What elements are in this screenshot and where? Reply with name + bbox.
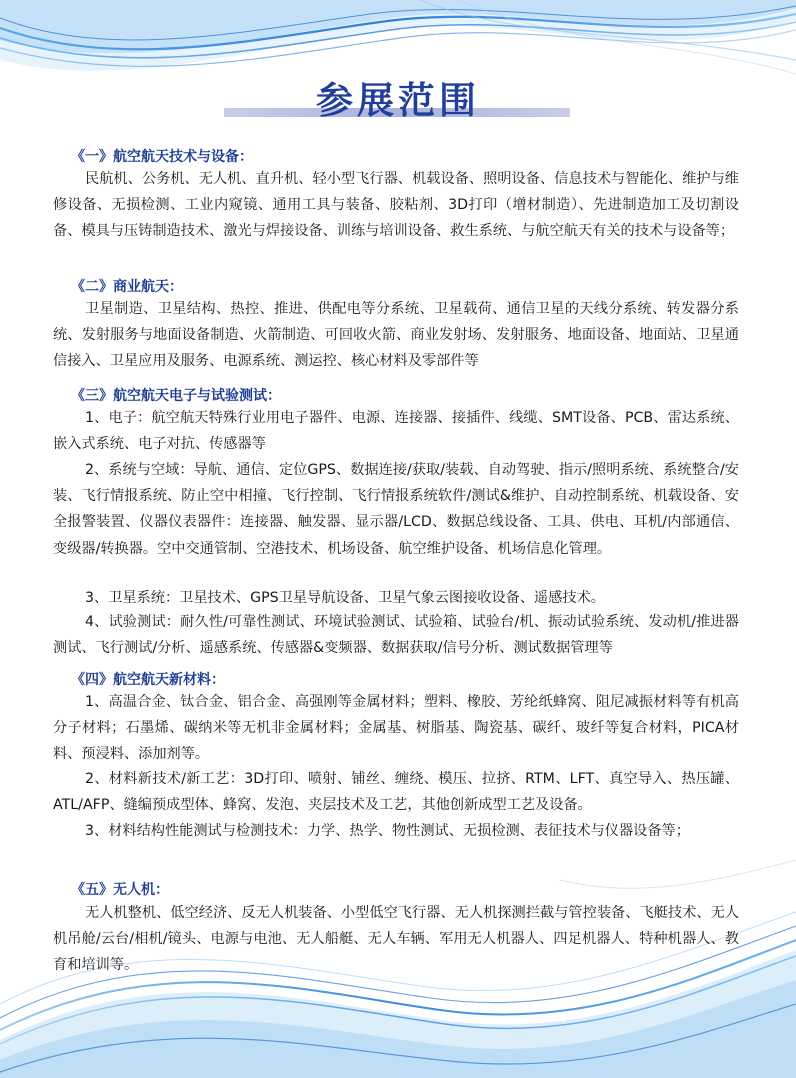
section-heading-electronics-testing: 《三》航空航天电子与试验测试：: [71, 388, 281, 404]
section-paragraph: 民航机、公务机、无人机、直升机、轻小型飞行器、机载设备、照明设备、信息技术与智能化、维护与维修设备、无损检测、工业内窥镜、通用工具与装备、胶粘剂、3D打印（增材制造）、先进制造加工及切割设备、模具与压铸制造技术、激光与焊接设备、训练与培训设备、救生系统、与航空航天有关的技术与设备等；: [53, 171, 739, 240]
section-heading-aerospace-equipment: 《一》航空航天技术与设备：: [71, 149, 253, 165]
section-paragraph: 1、高温合金、钛合金、铝合金、高强刚等金属材料；塑料、橡胶、芳纶纸蜂窝、阻尼减振材料等有机高分子材料；石墨烯、碳纳米等无机非金属材料；金属基、树脂基、陶瓷基、碳纤、玻纤等复合材料，PICA材料、预浸料、添加剂等。: [53, 694, 739, 763]
section-paragraph: 无人机整机、低空经济、反无人机装备、小型低空飞行器、无人机探测拦截与管控装备、飞艇技术、无人机吊舱/云台/相机/镜头、电源与电池、无人船艇、无人车辆、军用无人机器人、四足机器人、特种机器人、教育和培训等。: [53, 905, 739, 974]
section-paragraph: 1、电子：航空航天特殊行业用电子器件、电源、连接器、接插件、线缆、SMT设备、PCB、雷达系统、嵌入式系统、电子对抗、传感器等: [53, 410, 739, 453]
section-paragraph: 3、卫星系统：卫星技术、GPS卫星导航设备、卫星气象云图接收设备、遥感技术。: [85, 590, 605, 606]
page-title: 参展范围: [316, 79, 480, 122]
section-paragraph: 卫星制造、卫星结构、热控、推进、供配电等分系统、卫星载荷、通信卫星的天线分系统、转发器分系统、发射服务与地面设备制造、火箭制造、可回收火箭、商业发射场、发射服务、地面设备、地面站、卫星通信接入、卫星应用及服务、电源系统、测运控、核心材料及零部件等: [53, 301, 739, 370]
section-paragraph: 2、材料新技术/新工艺：3D打印、喷射、铺丝、缠绕、模压、拉挤、RTM、LFT、真空导入、热压罐、ATL/AFP、缝编预成型体、蜂窝、发泡、夹层技术及工艺，其他创新成型工艺及设备。: [53, 771, 739, 814]
section-heading-commercial-space: 《二》商业航天：: [71, 279, 183, 295]
section-paragraph: 2、系统与空域：导航、通信、定位GPS、数据连接/获取/装载、自动驾驶、指示/照明系统、系统整合/安装、飞行情报系统、防止空中相撞、飞行控制、飞行情报系统软件/测试&维护、自动控制系统、机载设备、安全报警装置、仪器仪表器件：连接器、触发器、显示器/LCD、数据总线设备、工具、供电、耳机/内部通信、变级器/转换器。空中交通管制、空港技术、机场设备、航空维护设备、机场信息化管理。: [53, 462, 739, 557]
section-paragraph: 4、试验测试：耐久性/可靠性测试、环境试验测试、试验箱、试验台/机、振动试验系统、发动机/推进器测试、飞行测试/分析、遥感系统、传感器&变频器、数据获取/信号分析、测试数据管理等: [53, 614, 739, 657]
section-paragraph: 3、材料结构性能测试与检测技术：力学、热学、物性测试、无损检测、表征技术与仪器设备等；: [85, 823, 690, 839]
section-heading-drones: 《五》无人机：: [71, 882, 169, 898]
section-heading-new-materials: 《四》航空航天新材料：: [71, 672, 225, 688]
